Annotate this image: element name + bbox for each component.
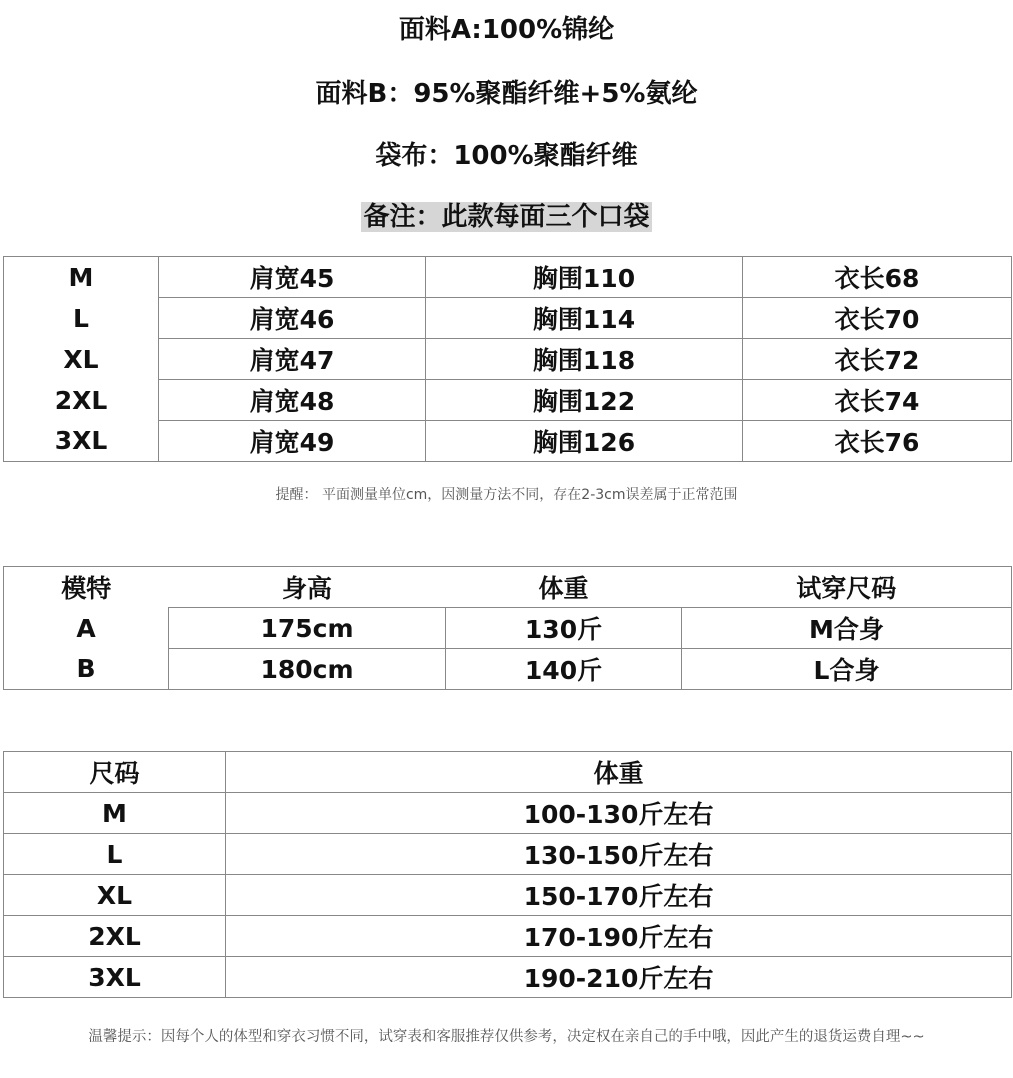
table-row [4, 793, 1012, 834]
remark-text: 备注：此款每面三个口袋 [363, 202, 650, 232]
column-header-height: 身高 [281, 574, 332, 603]
column-header-weight: 体重 [226, 752, 1012, 793]
table-row [4, 875, 1012, 916]
model-cell: A [76, 613, 96, 643]
length-cell: 衣长72 [743, 339, 1012, 380]
size-cell: 2XL [4, 916, 226, 957]
column-header-fit-size: 试穿尺码 [796, 574, 897, 603]
measurement-note: 提醒： 平面测量单位cm，因测量方法不同，存在2-3cm误差属于正常范围 [275, 487, 738, 503]
weight-range-cell: 190-210斤左右 [226, 957, 1012, 998]
weight-size-table [3, 751, 1012, 998]
height-cell: 175cm [169, 608, 446, 649]
lining-heading: 袋布：100%聚酯纤维 [375, 141, 638, 171]
length-cell: 衣长68 [743, 257, 1012, 298]
table-row [4, 421, 1012, 462]
remark-heading [0, 200, 1013, 234]
fabric-b-heading: 面料B：95%聚酯纤维+5%氨纶 [315, 79, 698, 109]
shoulder-cell: 肩宽47 [159, 339, 426, 380]
table-row [4, 608, 1012, 649]
column-header-weight: 体重 [538, 574, 589, 603]
length-cell: 衣长70 [743, 298, 1012, 339]
weight-range-cell: 130-150斤左右 [226, 834, 1012, 875]
weight-cell: 140斤 [446, 649, 682, 690]
chest-cell: 胸围122 [426, 380, 743, 421]
model-cell: B [76, 654, 96, 684]
table-header-row [4, 752, 1012, 793]
chest-cell: 胸围126 [426, 421, 743, 462]
chest-cell: 胸围118 [426, 339, 743, 380]
fabric-a-heading: 面料A:100%锦纶 [398, 15, 615, 45]
size-cell: 2XL [4, 380, 159, 421]
weight-cell: 130斤 [446, 608, 682, 649]
table-row [4, 380, 1012, 421]
size-cell: XL [4, 339, 159, 380]
size-cell: L [4, 298, 159, 339]
chest-cell: 胸围114 [426, 298, 743, 339]
size-cell: M [4, 793, 226, 834]
shoulder-cell: 肩宽46 [159, 298, 426, 339]
size-cell: 3XL [4, 957, 226, 998]
column-header-size: 尺码 [4, 752, 226, 793]
size-cell: 3XL [4, 421, 159, 462]
size-chart-table [3, 256, 1012, 462]
length-cell: 衣长76 [743, 421, 1012, 462]
fit-cell: M合身 [682, 608, 1012, 649]
shoulder-cell: 肩宽49 [159, 421, 426, 462]
weight-range-cell: 150-170斤左右 [226, 875, 1012, 916]
table-row [4, 916, 1012, 957]
shoulder-cell: 肩宽45 [159, 257, 426, 298]
fit-cell: L合身 [682, 649, 1012, 690]
weight-range-cell: 170-190斤左右 [226, 916, 1012, 957]
table-header-row [4, 567, 1012, 608]
shoulder-cell: 肩宽48 [159, 380, 426, 421]
column-header-model: 模特 [61, 574, 112, 604]
size-cell: XL [4, 875, 226, 916]
fit-disclaimer-note: 温馨提示：因每个人的体型和穿衣习惯不同，试穿表和客服推荐仅供参考，决定权在亲自己的手中哦，因此产生的退货运费自理~~ [88, 1029, 925, 1045]
length-cell: 衣长74 [743, 380, 1012, 421]
table-row [4, 957, 1012, 998]
table-row [4, 298, 1012, 339]
height-cell: 180cm [169, 649, 446, 690]
size-cell: L [4, 834, 226, 875]
weight-range-cell: 100-130斤左右 [226, 793, 1012, 834]
table-row [4, 257, 1012, 298]
chest-cell: 胸围110 [426, 257, 743, 298]
size-cell: M [4, 257, 159, 298]
table-row [4, 339, 1012, 380]
table-row [4, 834, 1012, 875]
model-fit-table [3, 566, 1012, 690]
table-row [4, 649, 1012, 690]
